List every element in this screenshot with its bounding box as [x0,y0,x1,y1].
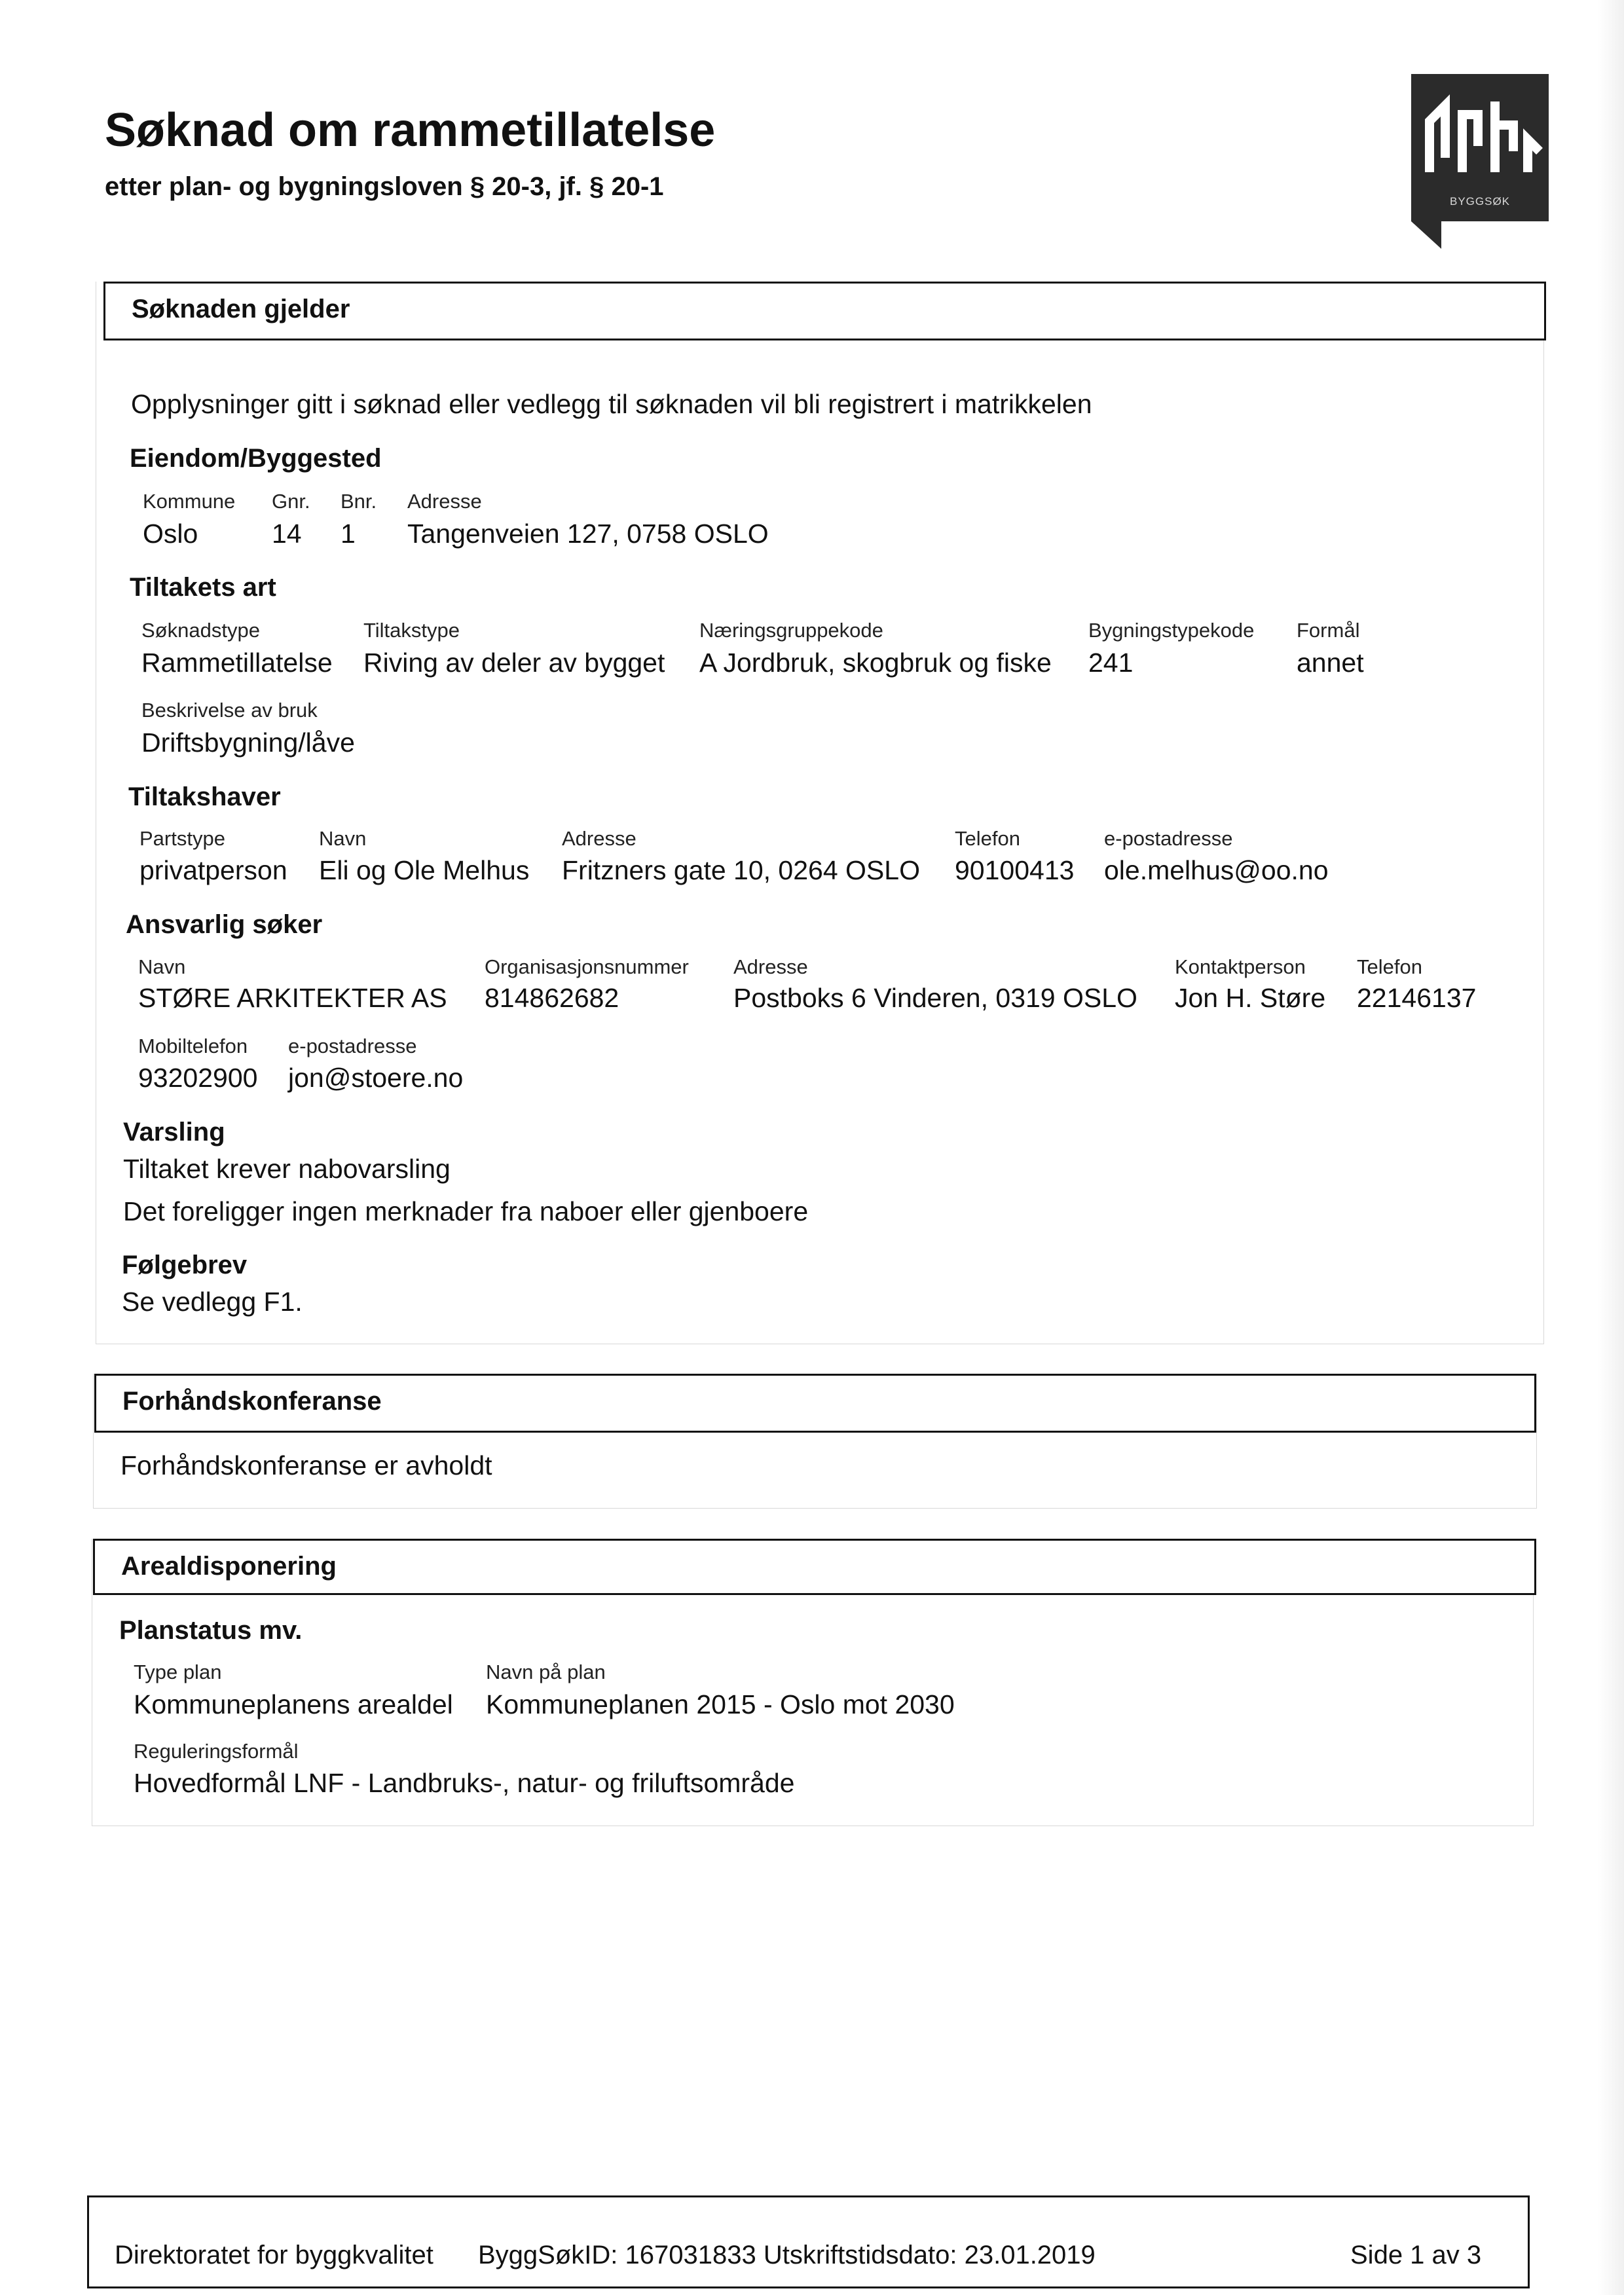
forhandskonferanse-header [94,1374,1536,1433]
eiendom-adresse-value: Tangenveien 127, 0758 OSLO [407,519,769,549]
tiltakshaver-epost-label: e-postadresse [1104,827,1233,850]
formal-value: annet [1297,648,1364,678]
eiendom-adresse-label: Adresse [407,490,482,513]
bnr-label: Bnr. [341,490,377,513]
kontaktperson-value: Jon H. Støre [1175,983,1326,1013]
partstype-label: Partstype [139,827,225,850]
soker-adresse-label: Adresse [733,955,808,978]
beskrivelse-value: Driftsbygning/låve [141,727,355,758]
soker-epost-value: jon@stoere.no [288,1063,464,1093]
matrikkel-intro: Opplysninger gitt i søknad eller vedlegg til søknaden vil bli registrert i matrikkelen [131,389,1092,419]
type-plan-value: Kommuneplanens arealdel [134,1689,453,1719]
reguleringsformal-label: Reguleringsformål [134,1740,299,1763]
tiltakshaver-navn-label: Navn [319,827,367,850]
orgnr-value: 814862682 [485,983,619,1013]
arealdisponering-header [93,1539,1536,1595]
byggsok-logo-icon [1411,74,1549,185]
mobiltelefon-value: 93202900 [138,1063,258,1093]
tiltakshaver-adresse-value: Fritzners gate 10, 0264 OSLO [562,855,920,885]
kommune-label: Kommune [143,490,236,513]
tiltakshaver-navn-value: Eli og Ole Melhus [319,855,530,885]
soker-telefon-label: Telefon [1357,955,1422,978]
soknadstype-value: Rammetillatelse [141,648,333,678]
bygningstypekode-label: Bygningstypekode [1088,619,1255,642]
soknaden-gjelder-panel [96,282,1544,1344]
planstatus-heading: Planstatus mv. [119,1616,303,1645]
navn-plan-label: Navn på plan [486,1661,606,1683]
soknaden-gjelder-heading: Søknaden gjelder [132,295,350,323]
type-plan-label: Type plan [134,1661,222,1683]
byggsok-logo [1411,74,1549,221]
varsling-heading: Varsling [123,1118,225,1147]
tiltakets-art-heading: Tiltakets art [130,573,276,602]
tiltakstype-label: Tiltakstype [363,619,460,642]
logo-tail [1411,221,1441,249]
beskrivelse-label: Beskrivelse av bruk [141,699,318,722]
navn-plan-value: Kommuneplanen 2015 - Oslo mot 2030 [486,1689,955,1719]
naeringsgruppekode-label: Næringsgruppekode [699,619,883,642]
tiltakshaver-adresse-label: Adresse [562,827,637,850]
naeringsgruppekode-value: A Jordbruk, skogbruk og fiske [699,648,1052,678]
forhandskonferanse-text: Forhåndskonferanse er avholdt [120,1450,492,1480]
soker-telefon-value: 22146137 [1357,983,1477,1013]
mobiltelefon-label: Mobiltelefon [138,1035,248,1057]
forhandskonferanse-heading: Forhåndskonferanse [122,1387,382,1416]
page-subtitle: etter plan- og bygningsloven § 20-3, jf. § 20-1 [105,172,664,201]
footer-id: ByggSøkID: 167031833 Utskriftstidsdato: 23.01.2019 [478,2241,1096,2269]
soknadstype-label: Søknadstype [141,619,260,642]
partstype-value: privatperson [139,855,287,885]
tiltakstype-value: Riving av deler av bygget [363,648,665,678]
reguleringsformal-value: Hovedformål LNF - Landbruks-, natur- og friluftsområde [134,1768,795,1798]
formal-label: Formål [1297,619,1360,642]
bygningstypekode-value: 241 [1088,648,1134,678]
gnr-value: 14 [272,519,302,549]
soknaden-gjelder-header [103,282,1546,340]
tiltakshaver-heading: Tiltakshaver [128,782,281,811]
page-title: Søknad om rammetillatelse [105,104,716,156]
kontaktperson-label: Kontaktperson [1175,955,1306,978]
orgnr-label: Organisasjonsnummer [485,955,689,978]
logo-label: BYGGSØK [1449,195,1511,208]
footer-page: Side 1 av 3 [1350,2241,1482,2269]
bnr-value: 1 [341,519,356,549]
page-edge-shadow [1598,0,1624,2295]
gnr-label: Gnr. [272,490,310,513]
eiendom-heading: Eiendom/Byggested [130,444,382,473]
tiltakshaver-telefon-value: 90100413 [955,855,1075,885]
varsling-line-1: Tiltaket krever nabovarsling [123,1154,451,1184]
soker-adresse-value: Postboks 6 Vinderen, 0319 OSLO [733,983,1137,1013]
tiltakshaver-telefon-label: Telefon [955,827,1020,850]
folgebrev-heading: Følgebrev [122,1251,248,1279]
folgebrev-text: Se vedlegg F1. [122,1287,303,1317]
kommune-value: Oslo [143,519,198,549]
soker-navn-label: Navn [138,955,186,978]
arealdisponering-heading: Arealdisponering [121,1552,337,1581]
ansvarlig-soker-heading: Ansvarlig søker [126,910,323,939]
footer-org: Direktoratet for byggkvalitet [115,2241,434,2269]
soker-navn-value: STØRE ARKITEKTER AS [138,983,447,1013]
tiltakshaver-epost-value: ole.melhus@oo.no [1104,855,1329,885]
soker-epost-label: e-postadresse [288,1035,417,1057]
varsling-line-2: Det foreligger ingen merknader fra naboer eller gjenboere [123,1196,809,1226]
